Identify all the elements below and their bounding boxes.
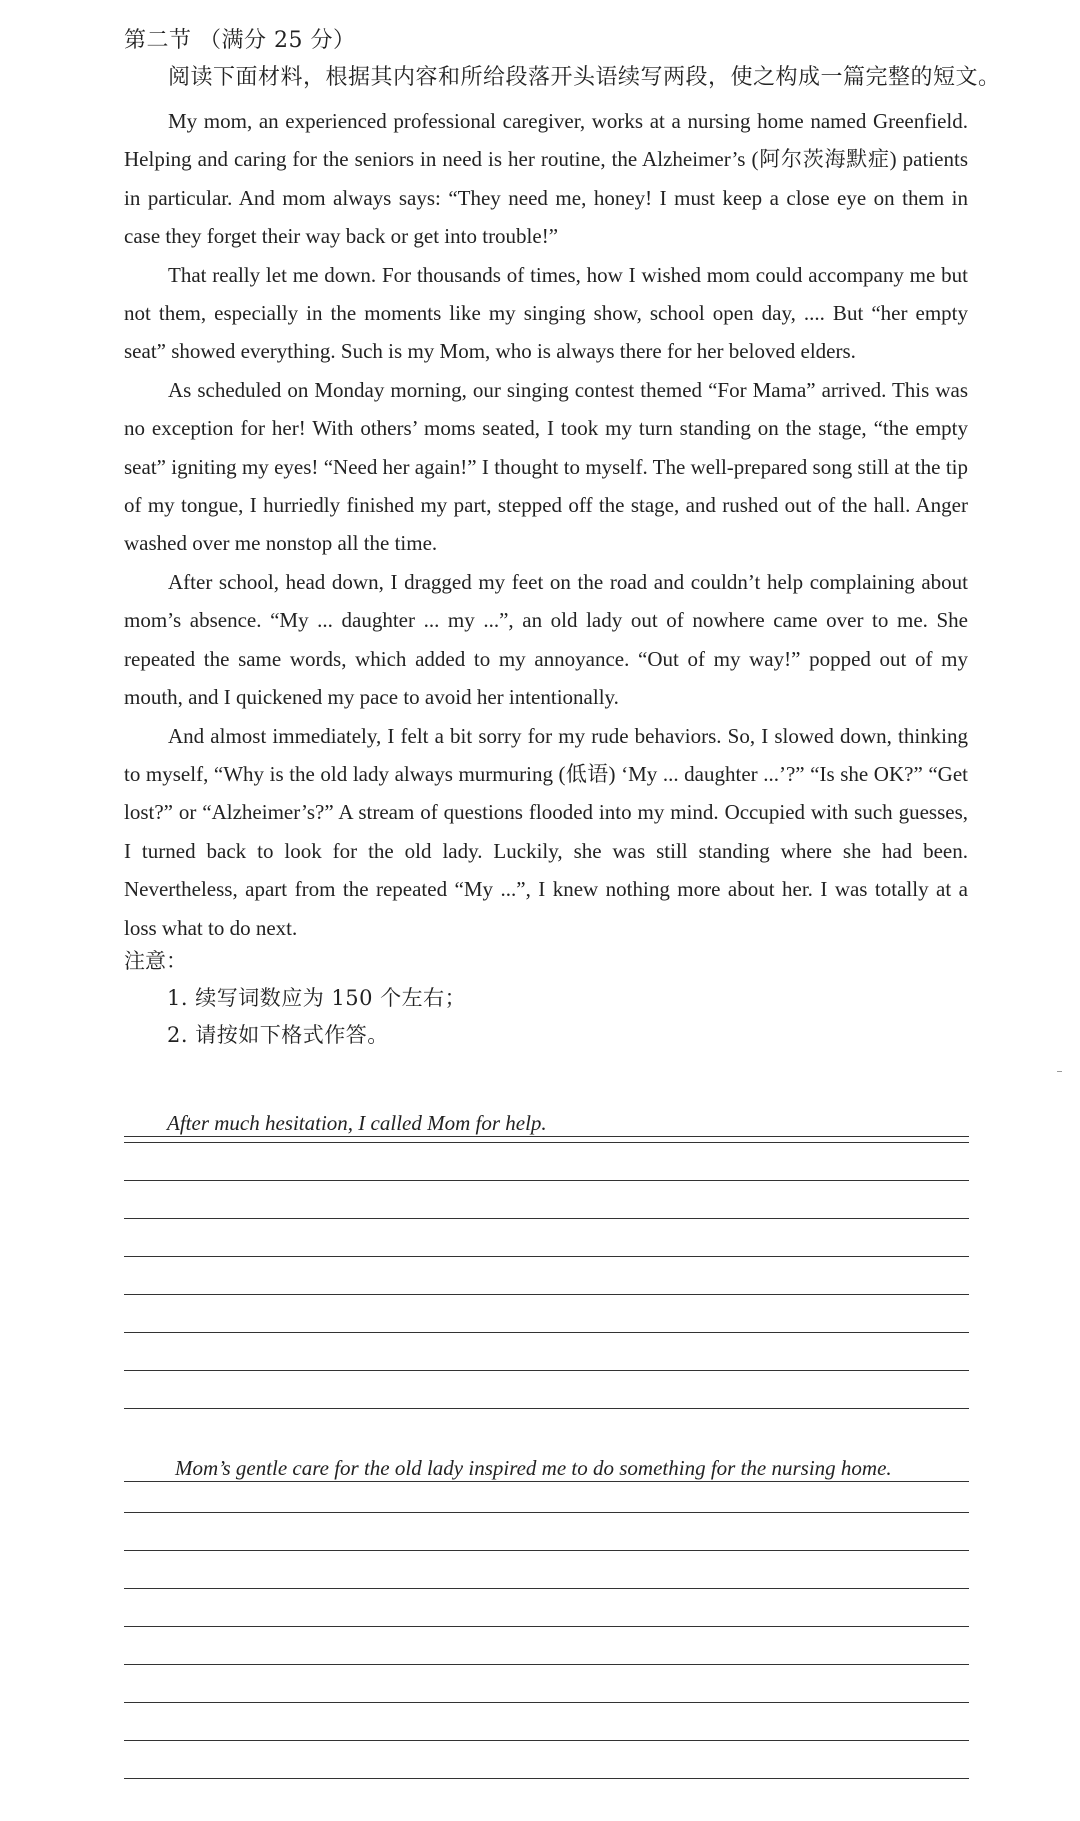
writing-line[interactable] <box>124 1256 969 1257</box>
scan-mark <box>1057 1071 1062 1072</box>
writing-line[interactable] <box>124 1626 969 1627</box>
writing-line[interactable] <box>124 1512 969 1513</box>
passage-paragraph: After school, head down, I dragged my feet on the road and couldn’t help complaining about mom’s absence. “My ... daughter ... my ...”, an old lady out of nowhere came over to me. She repeated the same words, which added to my annoyance. “Out of my way!” popped out of my mouth, and I quickened my pace to avoid her intentionally. <box>124 569 968 710</box>
writing-line[interactable] <box>124 1294 969 1295</box>
writing-line[interactable] <box>124 1740 969 1741</box>
passage-paragraph: My mom, an experienced professional caregiver, works at a nursing home named Greenfield. Helping and caring for the seniors in need is her routine, the Alzheimer’s (阿尔茨海默症) patients in particular. And mom always says: “They need me, honey! I must keep a close eye on them in case they forget their way back or get into trouble!” <box>124 109 968 249</box>
answer-prompt-2: Mom’s gentle care for the old lady inspired me to do something for the nursing home. <box>175 1456 892 1480</box>
writing-line[interactable] <box>124 1664 969 1665</box>
writing-line[interactable] <box>124 1180 969 1181</box>
writing-rule <box>124 1481 969 1482</box>
notes-label: 注意： <box>124 949 187 973</box>
writing-line[interactable] <box>124 1408 969 1409</box>
writing-line[interactable] <box>124 1778 969 1779</box>
writing-line[interactable] <box>124 1332 969 1333</box>
answer-prompt-line-1[interactable] <box>124 1106 969 1140</box>
answer-prompt-1: After much hesitation, I called Mom for help. <box>167 1111 547 1135</box>
reading-passage <box>124 102 968 947</box>
writing-line[interactable] <box>124 1218 969 1219</box>
writing-line[interactable] <box>124 1588 969 1589</box>
writing-line[interactable] <box>124 1702 969 1703</box>
passage-paragraph: And almost immediately, I felt a bit sorry for my rude behaviors. So, I slowed down, thinking to myself, “Why is the old lady always murmuring (低语) ‘My ... daughter ...’?” “Is she OK?” “Get lost?” or “Alzheimer’s?” A stream of questions flooded into my mind. Occupied with such guesses, I turned back to look for the old lady. Luckily, she was still standing where she had been. Nevertheless, apart from the repeated “My ...”, I knew nothing more about her. I was totally at a loss what to do next. <box>124 723 968 940</box>
writing-line[interactable] <box>124 1142 969 1143</box>
answer-prompt-line-2[interactable] <box>124 1451 969 1485</box>
writing-line[interactable] <box>124 1370 969 1371</box>
section-title: 第二节 （满分 25 分） <box>124 28 356 53</box>
writing-line[interactable] <box>124 1550 969 1551</box>
passage-paragraph: As scheduled on Monday morning, our singing contest themed “For Mama” arrived. This was no exception for her! With others’ moms seated, I took my turn standing on the stage, “the empty seat” igniting my eyes! “Need her again!” I thought to myself. The well-prepared song still at the tip of my tongue, I hurriedly finished my part, stepped off the stage, and rushed out of the hall. Anger washed over me nonstop all the time. <box>124 377 968 556</box>
note-item-word-count: 1. 续写词数应为 150 个左右； <box>167 986 467 1010</box>
task-instruction: 阅读下面材料，根据其内容和所给段落开头语续写两段，使之构成一篇完整的短文。 <box>168 65 1001 90</box>
passage-paragraph: That really let me down. For thousands of times, how I wished mom could accompany me but not them, especially in the moments like my singing show, school open day, .... But “her empty seat” showed everything. Such is my Mom, who is always there for her beloved elders. <box>124 262 968 364</box>
writing-rule <box>124 1136 969 1137</box>
note-item-format: 2. 请按如下格式作答。 <box>167 1023 389 1047</box>
